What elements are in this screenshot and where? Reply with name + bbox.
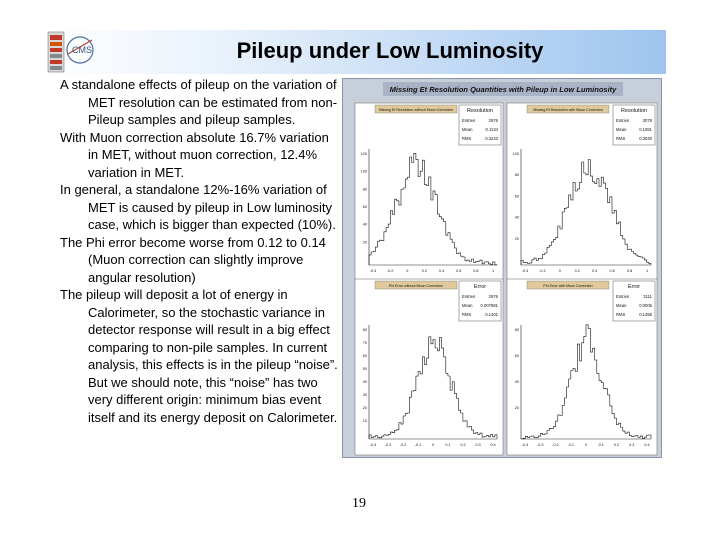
body-text	[60, 76, 340, 426]
x-tick-label: -0.4	[521, 269, 529, 273]
stats-key: Entries	[462, 294, 476, 299]
x-tick-label: -0.2	[386, 269, 394, 273]
x-tick-label: -0.3	[536, 443, 544, 447]
y-tick-label: 40	[514, 380, 519, 384]
stats-value: 3111	[643, 294, 652, 299]
x-tick-label: -0.1	[567, 443, 575, 447]
y-tick-label: 10	[362, 419, 367, 423]
stats-value: 0.1081	[639, 127, 652, 132]
stats-title: Resolution	[621, 108, 647, 114]
y-tick-label: 60	[362, 354, 367, 358]
stats-title: Error	[627, 284, 641, 290]
histogram-panel	[355, 103, 503, 281]
stats-value: 0.1134	[485, 127, 498, 132]
histogram-panel	[507, 103, 657, 281]
paragraph: With Muon correction absolute 16.7% variation in MET, without muon correction, 12.4% variation in MET.	[60, 129, 329, 180]
y-tick-label: 30	[362, 393, 367, 397]
x-tick-label: 0	[584, 443, 588, 447]
y-tick-label: 40	[514, 215, 519, 220]
y-tick-label: 80	[514, 173, 519, 178]
x-tick-label: -0.4	[521, 443, 529, 447]
x-tick-label: 0.6	[609, 269, 615, 273]
x-tick-label: 0	[431, 443, 435, 447]
stats-key: RMS	[616, 136, 626, 141]
x-tick-label: -0.4	[369, 269, 377, 273]
x-tick-label: -0.3	[384, 443, 392, 447]
y-tick-label: 40	[362, 222, 367, 227]
slide-title: Pileup under Low Luminosity	[236, 38, 544, 63]
y-tick-label: 100	[360, 169, 367, 174]
panel-label: Missing Et Resolution without Muon Correction	[378, 108, 454, 112]
paragraph: A standalone effects of pileup on the variation of MET resolution can be estimated from non-Pileup samples and pileup samples.	[60, 77, 338, 127]
x-tick-label: 0.2	[421, 269, 428, 273]
y-tick-label: 20	[514, 236, 519, 241]
y-tick-label: 80	[514, 328, 519, 332]
x-tick-label: 0.1	[598, 443, 604, 447]
y-tick-label: 120	[360, 152, 367, 156]
x-tick-label: 0.4	[438, 269, 445, 273]
stats-key: Mean	[616, 303, 627, 308]
y-tick-label: 80	[362, 328, 367, 332]
x-tick-label: 0.8	[473, 269, 479, 273]
x-tick-label: 0.2	[460, 443, 466, 447]
x-tick-label: 0.4	[644, 443, 650, 447]
y-tick-label: 20	[362, 240, 367, 245]
stats-value: 0.3040	[639, 136, 652, 141]
stats-value: 0.0006	[639, 303, 652, 308]
stats-value: 0.007981	[480, 303, 498, 308]
figure-title: Missing Et Resolution Quantities with Pileup in Low Luminosity	[389, 85, 617, 94]
stats-key: Mean	[462, 303, 473, 308]
y-tick-label: 40	[362, 380, 367, 384]
stats-value: 2976	[488, 294, 498, 299]
x-tick-label: 0.2	[574, 269, 580, 273]
page-number: 19	[352, 496, 366, 511]
x-tick-label: -0.1	[414, 443, 422, 447]
stats-key: RMS	[616, 312, 626, 317]
y-tick-label: 60	[514, 194, 519, 199]
x-tick-label: 0	[406, 269, 409, 273]
logo-text: CMS	[72, 45, 92, 55]
x-tick-label: 0.4	[490, 443, 496, 447]
stats-value: 0.1358	[639, 312, 652, 317]
stats-value: 0.1401	[485, 312, 498, 317]
y-tick-label: 20	[362, 406, 367, 410]
stats-key: Entries	[462, 118, 476, 123]
panel-label: Phi Error without Muon Correction	[388, 284, 444, 288]
x-tick-label: 0.4	[592, 269, 598, 273]
stats-key: Entries	[616, 294, 630, 299]
stats-value: 3079	[642, 118, 652, 123]
y-tick-label: 50	[362, 367, 367, 371]
panel-label: Phi Error with Muon Correction	[543, 284, 593, 288]
stats-key: Mean	[616, 127, 627, 132]
cms-logo	[46, 30, 106, 74]
stats-key: Mean	[462, 127, 473, 132]
x-tick-label: -0.4	[369, 443, 377, 447]
y-tick-label: 100	[512, 152, 519, 156]
stats-key: RMS	[462, 136, 472, 141]
x-tick-label: 1	[645, 269, 649, 273]
histogram-figure	[342, 78, 662, 458]
x-tick-label: 0	[558, 269, 561, 273]
paragraph: In general, a standalone 12%-16% variation of MET is caused by pileup in Low luminosity case, which is bigger than expected (10%).	[60, 182, 336, 232]
x-tick-label: 0.2	[613, 443, 620, 447]
histogram-canvas	[343, 79, 661, 457]
y-tick-label: 20	[514, 406, 519, 410]
paragraph: The pileup will deposit a lot of energy in Calorimeter, so the stochastic variance in detector response will result in a big effect comparing to non-pile samples. In current analysis, this effects is in the pileup “noise”. But we should note, this “noise” has two very different origin: minimum bias event itself and its energy deposit on Calorimeter.	[60, 287, 338, 425]
paragraph: The Phi error become worse from 0.12 to 0.14 (Muon correction can slightly improve angular resolution)	[60, 234, 326, 285]
x-tick-label: 1	[491, 269, 495, 273]
panel-label: Missing Et Resolution with Muon Correction	[533, 108, 603, 112]
histogram-panel	[507, 279, 657, 455]
stats-value: 0.3243	[485, 136, 498, 141]
stats-value: 2976	[488, 118, 498, 123]
y-tick-label: 60	[362, 205, 367, 209]
y-tick-label: 80	[362, 187, 367, 192]
x-tick-label: 0.6	[456, 269, 462, 273]
x-tick-label: -0.2	[539, 269, 546, 273]
x-tick-label: 0.1	[445, 443, 451, 447]
x-tick-label: -0.2	[552, 443, 559, 447]
stats-key: RMS	[462, 312, 472, 317]
x-tick-label: 0.8	[626, 269, 633, 273]
y-tick-label: 60	[514, 354, 519, 358]
x-tick-label: 0.3	[475, 443, 481, 447]
stats-title: Resolution	[467, 108, 493, 114]
stats-key: Entries	[616, 118, 630, 123]
histogram-panel	[355, 279, 503, 455]
x-tick-label: 0.3	[629, 443, 635, 447]
stats-title: Error	[473, 284, 487, 290]
x-tick-label: -0.2	[399, 443, 407, 447]
y-tick-label: 70	[362, 341, 367, 345]
